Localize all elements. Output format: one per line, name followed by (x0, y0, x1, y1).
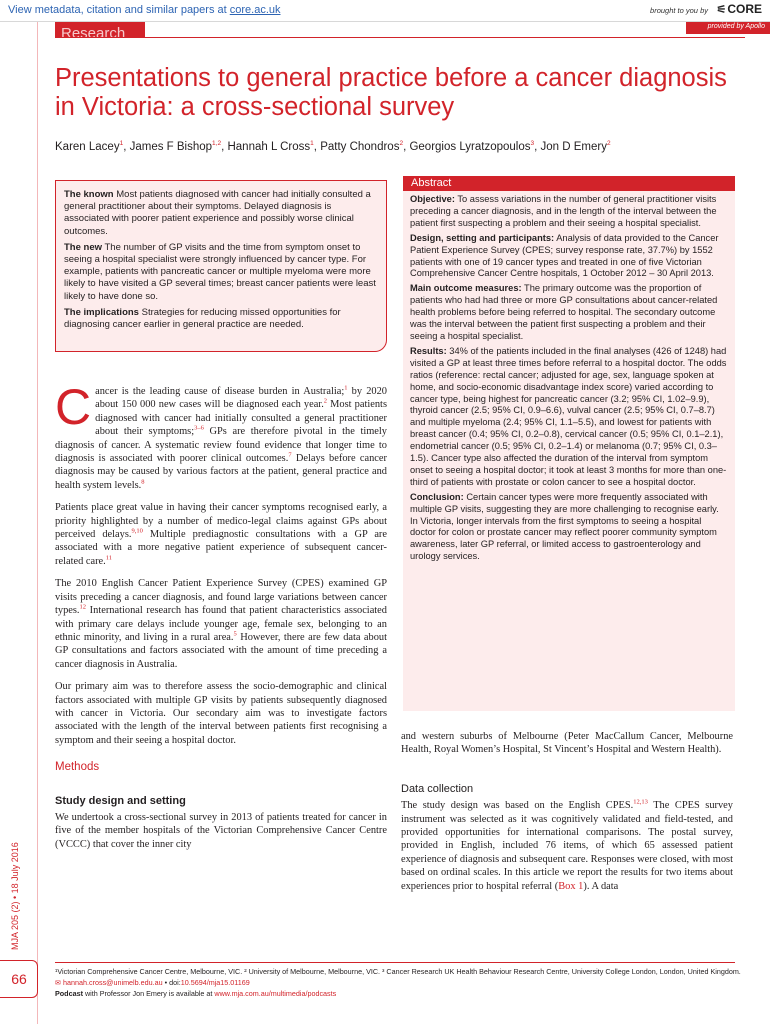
author: Patty Chondros$^2$, (320, 140, 410, 153)
envelope-icon: ✉ (55, 978, 62, 987)
body-paragraph: and western suburbs of Melbourne (Peter MacCallum Cancer, Melbourne Health, Royal Women’s Hospital, St Vincent’s Hospital and Western Health). (401, 731, 733, 756)
abstract-conclusion: Conclusion: Certain cancer types were more frequently associated with multiple GP visits, suggesting they are more challenging to recognise early. In Victoria, longer intervals from the first symptoms to seeing a hospital doctor for colon or prostate cancer may reflect poorer community symptom awareness, later GP referral, or limited access to gastroenterology and urology services. (410, 491, 719, 562)
article-title: Presentations to general practice before a cancer diagnosis in Victoria: a cross-sectional survey (55, 64, 727, 121)
author: Hannah L Cross$^1$, (227, 140, 321, 153)
citation[interactable]: 12,13 (633, 798, 648, 806)
podcast-link[interactable]: www.mja.com.au/multimedia/podcasts (214, 989, 337, 998)
study-design-heading: Study design and setting (55, 794, 186, 807)
provider-badge[interactable] (686, 22, 770, 34)
footnotes (55, 966, 745, 999)
body-column-left (55, 379, 388, 860)
body-paragraph: Our primary aim was to therefore assess the socio-demographic and clinical factors associated with multiple GP visits by patients subsequently diagnosed with cancer in Victoria. Our secondary aim was to investigate factors associated with the length of the interval between patients first recognising a symptom and their seeing a hospital doctor. (55, 681, 387, 746)
doi-link[interactable]: 10.5694/mja15.01169 (180, 978, 250, 987)
section-tab-label: Research (61, 25, 126, 37)
core-site-link[interactable]: core.ac.uk (229, 4, 281, 16)
section-tab (55, 22, 145, 37)
abstract-heading: Abstract (411, 177, 452, 189)
core-logo-icon: ⚟ (716, 4, 727, 16)
author: Karen Lacey$^1$, (55, 140, 130, 153)
core-logo-text: CORE (727, 2, 762, 16)
citation[interactable]: 7 (288, 451, 292, 459)
margin-rule (37, 22, 38, 1024)
key-point-implications: The implications Strategies for reducing missed opportunities for diagnosing cancer earlier in general practice are needed. (64, 306, 341, 331)
body-paragraph: The 2010 English Cancer Patient Experience Survey (CPES) examined GP visits preceding a cancer diagnosis, and found large variations between cancer types.$^{12}$ International research has found that patient characteristics associated with primary care delays include younger age, female sex, belonging to an ethnic minority, and living in a rural area.$^5$ However, there are few data about GP consultations and factors associated with the amount of time preceding a cancer diagnosis in Australia. (55, 578, 388, 670)
key-points-box (55, 180, 387, 352)
email-link[interactable]: hannah.cross@unimelb.edu.au (63, 978, 163, 987)
contact-line (55, 977, 745, 988)
citation[interactable]: 5 (233, 630, 237, 638)
abstract-results: Results: 34% of the patients included in the final analyses (426 of 1248) had visited a GP at least three times before referral to a hospital doctor. The odds ratios (reference: rectal cancer; adjusted for age, sex, language spoken at home, and socio-economic disadvantage index score) varied according to cancer type, being highest for pancreatic cancer (3.2; 95% CI, 1.02–9.9), thyroid cancer (2.5; 95% CI, 0.9–6.6), vulval cancer (2.5; 95% CI, 0.7–8.7) and multiple myeloma (2.4; 95% CI, 1.1–5.5), and lowest for patients with breast cancer (0.4; 95% CI, 0.2–0.8), cervical cancer (0.5; 95% CI, 0.1–2.1), endometrial cancer (0.5; 95% CI, 0.2–1.4) or melanoma (0.7; 95% CI, 0.3–1.5). Cancer type also affected the duration of the interval from symptom onset to seeing a hospital doctor; it took at least 3 months for more than one-third of patients with prostate or colon cancer to see a hospital doctor. (410, 345, 727, 487)
core-metadata-link[interactable] (8, 4, 281, 16)
footer-rule (55, 962, 735, 963)
author-list (55, 141, 745, 153)
abstract-outcome: Main outcome measures: The primary outcome was the proportion of patients who had had three or more GP consultations about cancer-related health problems before being referred to hospital. The secondary outcome was the interval between the patient first suspecting a problem and their seeing a hospital specialist. (410, 283, 718, 341)
author: Jon D Emery$^2$ (540, 140, 611, 153)
citation[interactable]: 11 (105, 554, 113, 562)
body-paragraph: Cancer is the leading cause of disease burden in Australia;$^1$ by 2020 about 150 000 new cases will be diagnosed each year.$^2$ Most patients diagnosed with cancer had initially consulted a general practitioner about their symptoms;$^{3-6}$ GPs are therefore pivotal in the timely diagnosis of cancer. A systematic review found evidence that longer time to diagnosis is associated with poorer clinical outcomes.$^7$ Delays before cancer diagnosis may be caused by various factors at the patient, general practice and health system levels.$^8$ (55, 379, 388, 491)
page-number: 66 (11, 971, 27, 987)
citation[interactable]: 12 (79, 603, 87, 611)
drop-cap: C (55, 379, 92, 435)
citation[interactable]: 3–6 (194, 424, 204, 432)
author: Georgios Lyratzopoulos$^3$, (409, 140, 541, 153)
journal-issue-meta: MJA 205 (2) • 18 July 2016 (10, 842, 20, 950)
provided-by-text: provided by Apollo (707, 23, 765, 30)
box-1-link[interactable]: Box 1 (558, 880, 584, 892)
header-rule (55, 37, 745, 38)
key-point-known: The known Most patients diagnosed with cancer had initially consulted a general practitioner about their symptoms. Delayed diagnosis is associated with poorer patient experience and possibly worse clinical outcomes. (64, 189, 371, 237)
abstract-panel (403, 191, 735, 711)
body-paragraph: Patients place great value in having their cancer symptoms recognised early, a priority highlighted by a number of medico-legal claims against GPs about perceived delays.$^{9,10}$ Multiple prediagnostic consultations with a GP are associated with a more negative patient experience of subsequent cancer-related care.$^{11}$ (55, 502, 388, 567)
podcast-text: with Professor Jon Emery is available at (82, 989, 215, 998)
podcast-label: Podcast (55, 989, 83, 998)
methods-heading: Methods (55, 761, 100, 774)
citation[interactable]: 9,10 (131, 527, 143, 535)
brought-by-text: brought to you by (650, 6, 708, 15)
body-column-right (401, 730, 733, 902)
abstract-design: Design, setting and participants: Analysis of data provided to the Cancer Patient Experience Survey (CPES; survey response rate, 37.7%) by 1552 patients with one of 19 cancer types and treated in one of five Victorian Comprehensive Cancer Centre hospitals, 1 October 2012 – 30 April 2013. (410, 232, 719, 279)
data-collection-heading: Data collection (401, 782, 474, 795)
body-paragraph: We undertook a cross-sectional survey in 2013 of patients treated for cancer in five of the member hospitals of the Victorian Comprehensive Cancer Centre (VCCC) that cover the inner city (55, 811, 387, 850)
abstract-objective: Objective: To assess variations in the number of general practitioner visits preceding a cancer diagnosis, and in the length of the interval between the patient first suspecting a problem and their seeing a hospital specialist. (410, 194, 717, 228)
citation[interactable]: 8 (141, 478, 145, 486)
citation[interactable]: 1 (344, 384, 348, 392)
affiliations: ¹Victorian Comprehensive Cancer Centre, Melbourne, VIC. ² University of Melbourne, Melbourne, VIC. ³ Cancer Research UK Health Behaviour Research Centre, University College London, London, United Kingdom. (55, 967, 741, 976)
author: James F Bishop$^{1,2}$, (129, 140, 228, 153)
citation[interactable]: 2 (323, 397, 328, 405)
body-paragraph: The study design was based on the English CPES.$^{12,13}$ The CPES survey instrument was selected as it was cognitively validated and field-tested, and provided opportunities for international comparisons. The postal survey, provided in English, included 76 items, of which 65 assessed patient experience of diagnosis and subsequent care. Responses were closed, with most based on ordinal scales. In this article we report the results for two items about experiences prior to hospital referral (Box 1). A data (401, 798, 733, 892)
core-banner (0, 0, 770, 22)
podcast-line (55, 988, 745, 999)
core-logo[interactable] (716, 2, 762, 16)
key-point-new: The new The number of GP visits and the time from symptom onset to seeing a hospital specialist were strongly influenced by cancer type. For example, patients with pancreatic cancer or multiple myeloma were more likely to have visited a GP several times; breast cancer patients were least likely to have done so. (64, 241, 376, 302)
abstract-heading-bar (403, 176, 735, 191)
doi-prefix: • doi: (164, 978, 181, 987)
core-link-prefix: View metadata, citation and similar papers at (8, 4, 230, 16)
